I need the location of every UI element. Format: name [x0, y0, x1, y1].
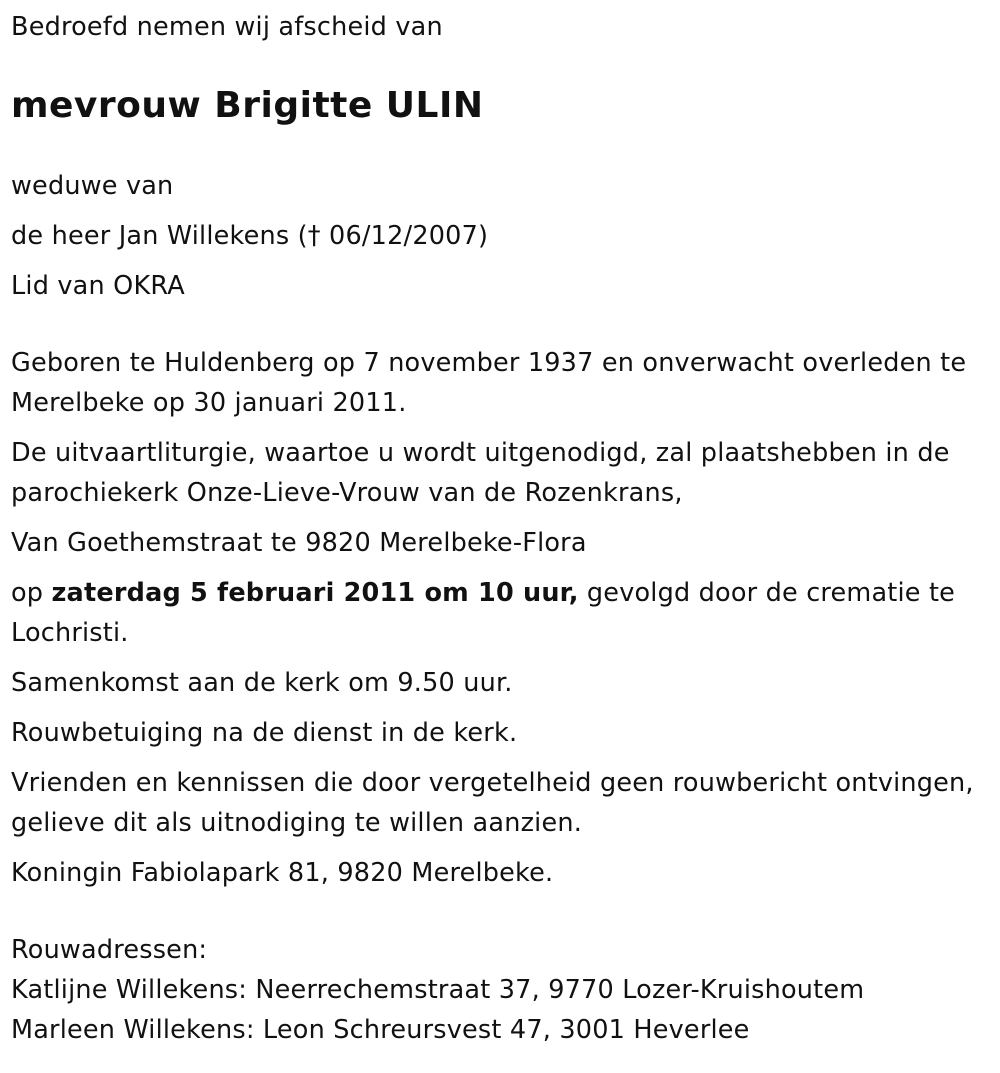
ceremony-date-prefix: op [11, 578, 52, 608]
relation-block [11, 166, 990, 306]
widow-of-text: weduwe van [11, 171, 174, 201]
invitation-text: Vrienden en kennissen die door vergetelheid geen rouwbericht ontvingen, gelieve dit als uitnodiging te willen aanzien. [11, 768, 974, 838]
mourning-addresses-block [11, 930, 990, 1050]
spouse-line [11, 216, 990, 256]
liturgy-text: De uitvaartliturgie, waartoe u wordt uitgenodigd, zal plaatshebben in de parochiekerk Onze-Lieve-Vrouw van de Rozenkrans, [11, 438, 950, 508]
ceremony-date-line [11, 573, 990, 653]
mourning-address-entry: Marleen Willekens: Leon Schreursvest 47, 3001 Heverlee [11, 1015, 750, 1045]
home-address: Koningin Fabiolapark 81, 9820 Merelbeke. [11, 858, 554, 888]
membership-text: Lid van OKRA [11, 271, 185, 301]
intro-text: Bedroefd nemen wij afscheid van [11, 12, 443, 42]
gathering-text: Samenkomst aan de kerk om 9.50 uur. [11, 668, 513, 698]
deceased-name: mevrouw Brigitte ULIN [11, 85, 484, 126]
ceremony-date-suffix: gevolgd door de crematie te Lochristi. [11, 578, 956, 648]
mourning-addresses-heading: Rouwadressen: [11, 935, 208, 965]
details-block [11, 343, 990, 893]
spouse-death-date: 06/12/2007) [320, 221, 489, 251]
birth-death-text: Geboren te Huldenberg op 7 november 1937 en onverwacht overleden te Merelbeke op 30 januari 2011. [11, 348, 967, 418]
spouse-name: de heer Jan Willekens ( [11, 221, 308, 251]
mourning-address-entry: Katlijne Willekens: Neerrechemstraat 37, 9770 Lozer-Kruishoutem [11, 975, 865, 1005]
cross-icon: † [307, 221, 321, 251]
church-address: Van Goethemstraat te 9820 Merelbeke-Flora [11, 528, 587, 558]
condolences-text: Rouwbetuiging na de dienst in de kerk. [11, 718, 518, 748]
ceremony-date: zaterdag 5 februari 2011 om 10 uur, [51, 578, 579, 608]
